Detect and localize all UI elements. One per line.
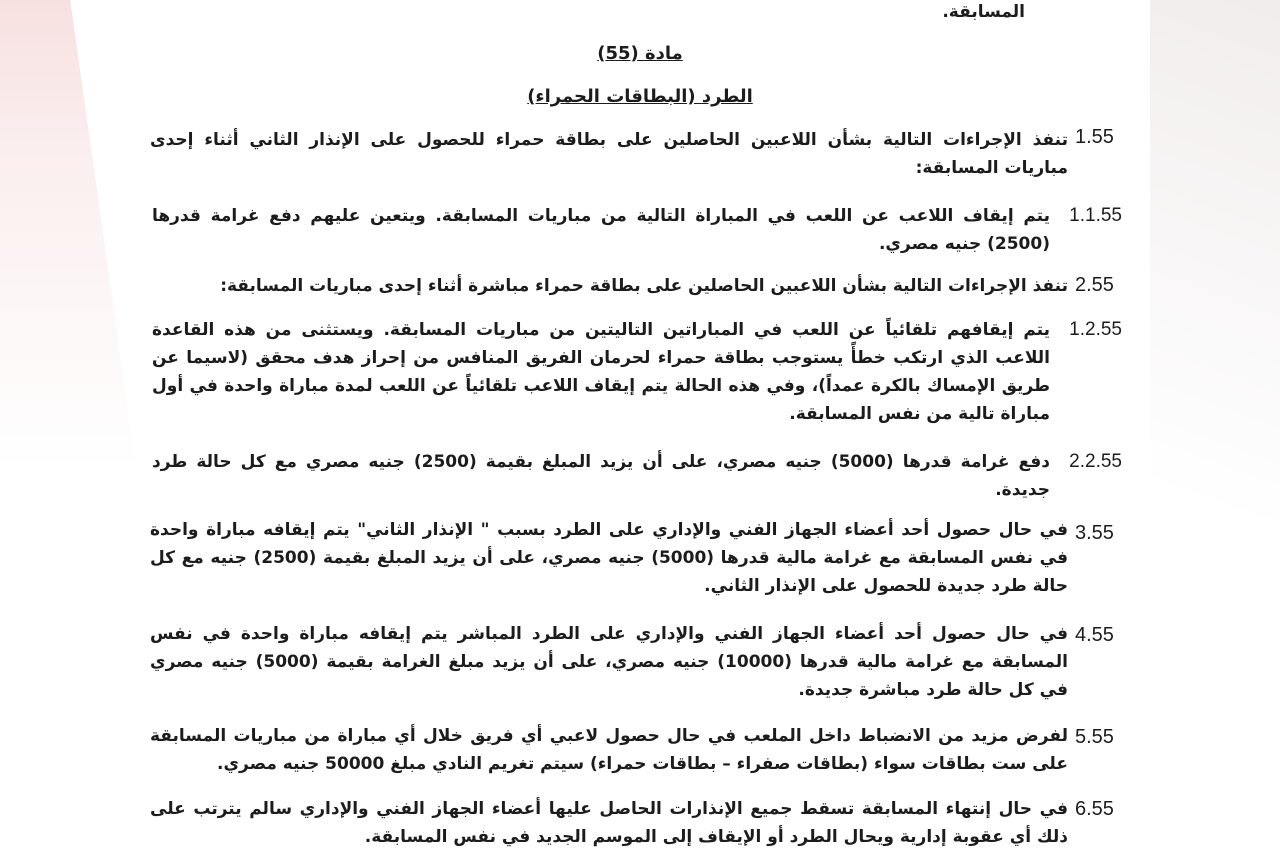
clause-text: في حال حصول أحد أعضاء الجهاز الفني والإداري على الطرد المباشر يتم إيقافه مباراة واحدة في نفس المسابقة مع غرامة مالية قدرها (10000) جنيه مصري، على أن يزيد مبلغ الغرامة بقيمة (5000) جنيه مصري في كل حالة طرد مباشرة جديدة. [150,624,1068,700]
clause-text: في حال حصول أحد أعضاء الجهاز الفني والإداري على الطرد بسبب " الإنذار الثاني" يتم إيقافه مباراة واحدة في نفس المسابقة مع غرامة مالية قدرها (5000) جنيه مصري، على أن يزيد المبلغ بقيمة (2500) جنيه مع كل حالة طرد جديدة للحصول على الإنذار الثاني. [150,520,1068,596]
clause-text: تنفذ الإجراءات التالية بشأن اللاعبين الحاصلين على بطاقة حمراء مباشرة أثناء إحدى مباريات المسابقة: [220,276,1068,296]
clause-number: 6.55 [1075,798,1114,820]
clause-text: في حال إنتهاء المسابقة تسقط جميع الإنذارات الحاصل عليها أعضاء الجهاز الفني والإداري سالم يترتب على ذلك أي عقوبة إدارية ويحال الطرد أو الإيقاف إلى الموسم الجديد في نفس المسابقة. [150,799,1068,847]
subclause-text: يتم إيقاف اللاعب عن اللعب في المباراة التالية من مباريات المسابقة. ويتعين عليهم دفع غرامة قدرها (2500) جنيه مصري. [152,206,1050,254]
subclause-text: يتم إيقافهم تلقائياً عن اللعب في المباراتين التاليتين من مباريات المسابقة. ويستثنى من هذه القاعدة اللاعب الذي ارتكب خطأً يستوجب بطاقة حمراء لحرمان الفريق المنافس من إحراز هدف محقق (لاسيما عن طريق الإمساك بالكرة عمداً)، وفي هذه الحالة يتم إيقاف اللاعب تلقائياً عن اللعب لمدة مباراة واحدة في أول مباراة تالية من نفس المسابقة. [152,320,1050,424]
clause-number: 5.55 [1075,726,1114,748]
clause-number: 1.55 [1075,126,1114,148]
subclause [152,316,1122,428]
clause-number: 4.55 [1075,624,1114,646]
clause-number: 3.55 [1075,522,1114,544]
subclause-number: 1.2.55 [1069,319,1122,340]
subclause-text: دفع غرامة قدرها (5000) جنيه مصري، على أن يزيد المبلغ بقيمة (2500) جنيه مصري مع كل حالة طرد جديدة. [152,452,1050,500]
clause-number: 2.55 [1075,274,1114,296]
subclause-number: 1.1.55 [1069,205,1122,226]
subclause [152,202,1122,258]
article-subtitle: الطرد (البطاقات الحمراء) [527,86,753,107]
clause-text: لفرض مزيد من الانضباط داخل الملعب في حال حصول لاعبي أي فريق خلال أي مباراة من مباريات المسابقة على ست بطاقات سواء (بطاقات صفراء – بطاقات حمراء) سيتم تغريم النادي مبلغ 50000 جنيه مصري. [150,726,1068,774]
previous-text-fragment: المسابقة. [942,2,1025,22]
article-title: مادة (55) [597,43,683,64]
clause-text: تنفذ الإجراءات التالية بشأن اللاعبين الحاصلين على بطاقة حمراء للحصول على الإنذار الثاني أثناء إحدى مباريات المسابقة: [150,130,1068,178]
subclause-number: 2.2.55 [1069,451,1122,472]
subclause [152,448,1122,504]
